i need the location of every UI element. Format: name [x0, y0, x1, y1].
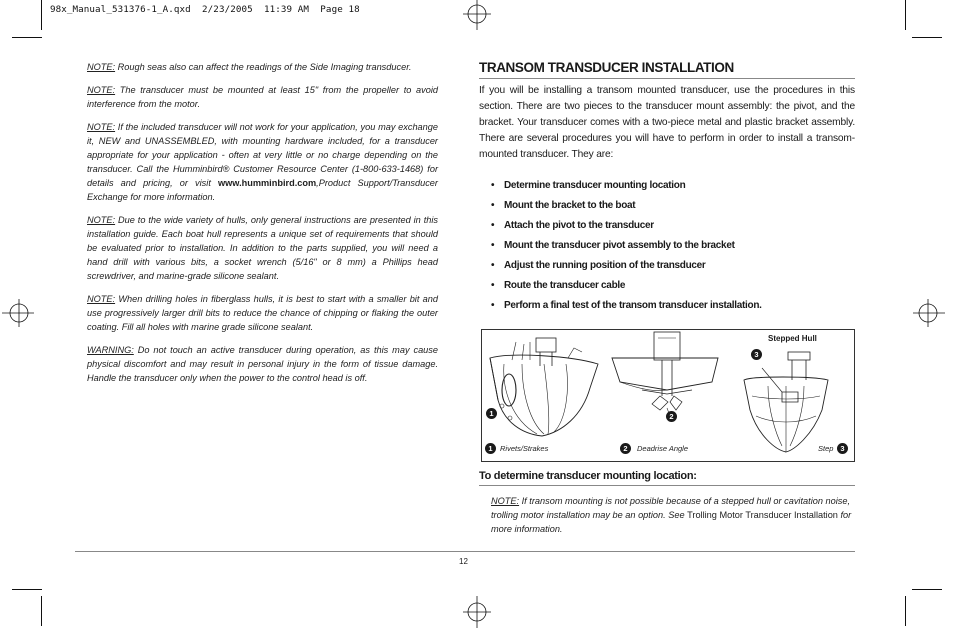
list-item	[491, 276, 855, 296]
note-text-tail: ,Product Support/Transducer Exchange for more information.	[87, 178, 438, 202]
note-label: NOTE:	[87, 122, 116, 132]
section-title: TRANSOM TRANSDUCER INSTALLATION	[479, 60, 855, 79]
crop-mark	[912, 589, 942, 590]
list-item-text: Determine transducer mounting location	[504, 180, 686, 191]
list-item	[491, 196, 855, 216]
note-label: NOTE:	[491, 496, 520, 506]
warning-paragraph	[87, 343, 438, 385]
note-label: NOTE:	[87, 85, 116, 95]
hull-rivets-illustration	[490, 338, 598, 436]
caption-marker-2-icon: 2	[620, 443, 631, 454]
bullet-icon: •	[491, 200, 495, 211]
caption-deadrise-angle: Deadrise Angle	[637, 444, 689, 453]
website-link[interactable]: www.humminbird.com	[217, 178, 317, 188]
crop-mark	[12, 37, 42, 38]
note-paragraph	[87, 60, 438, 74]
list-item-text: Attach the pivot to the transducer	[504, 220, 654, 231]
crop-mark	[905, 0, 906, 30]
marker-3-icon: 3	[751, 349, 762, 360]
bullet-icon: •	[491, 280, 495, 291]
list-item	[491, 176, 855, 196]
marker-1-icon: 1	[486, 408, 497, 419]
note-paragraph	[87, 292, 438, 334]
note-paragraph	[87, 120, 438, 204]
note-label: NOTE:	[87, 294, 116, 304]
note-label: NOTE:	[87, 215, 116, 225]
list-item-text: Mount the transducer pivot assembly to the bracket	[504, 240, 735, 251]
registration-mark-icon	[2, 296, 36, 330]
hull-types-figure	[481, 329, 855, 462]
bullet-icon: •	[491, 220, 495, 231]
bullet-icon: •	[491, 180, 495, 191]
crop-mark	[12, 589, 42, 590]
list-item-text: Mount the bracket to the boat	[504, 200, 636, 211]
list-item-text: Perform a final test of the transom transducer installation.	[504, 300, 762, 311]
cross-reference: Trolling Motor Transducer Installation	[687, 510, 838, 520]
bullet-icon: •	[491, 260, 495, 271]
page-number: 12	[459, 557, 468, 566]
list-item	[491, 216, 855, 236]
hull-deadrise-illustration	[612, 332, 718, 416]
caption-marker-3-icon: 3	[837, 443, 848, 454]
procedure-list	[491, 176, 855, 316]
list-item-text: Route the transducer cable	[504, 280, 626, 291]
stepped-hull-label: Stepped Hull	[768, 334, 817, 343]
crop-mark	[41, 596, 42, 626]
list-item	[491, 236, 855, 256]
registration-mark-icon	[911, 296, 945, 330]
subsection-note	[491, 494, 852, 536]
note-text: The transducer must be mounted at least 15" from the propeller to avoid interference from the motor.	[87, 85, 438, 109]
bullet-icon: •	[491, 240, 495, 251]
hull-stepped-illustration	[744, 352, 828, 452]
registration-mark-icon	[460, 594, 494, 628]
footer-divider	[75, 551, 855, 552]
crop-mark	[912, 37, 942, 38]
note-paragraph	[87, 83, 438, 111]
list-item	[491, 256, 855, 276]
bullet-icon: •	[491, 300, 495, 311]
notes-column	[87, 60, 438, 394]
note-text: When drilling holes in fiberglass hulls, it is best to start with a smaller bit and use progressively larger drill bits to reduce the chance of chipping or flaking the outer coating. Fill all holes with marine grade silicone sealant.	[87, 294, 438, 332]
caption-step: Step	[818, 444, 834, 453]
registration-mark-icon	[460, 0, 494, 34]
hull-illustrations	[482, 330, 854, 461]
list-item-text: Adjust the running position of the transducer	[504, 260, 706, 271]
note-text: Rough seas also can affect the readings of the Side Imaging transducer.	[115, 62, 412, 72]
crop-mark	[905, 596, 906, 626]
note-text: If the included transducer will not work for your application, you may exchange it, NEW and UNASSEMBLED, with mounting hardware included, for a transducer appropriate for your application - often at very little or no charge depending on the transducer. Call the Humminbird® Customer Resource Center (1-800-633-1468) for details and pricing, or visit	[87, 122, 438, 188]
warning-text: Do not touch an active transducer during operation, as this may cause physical discomfort and may result in personal injury in the form of tissue damage. Handle the transducer only when the power to the control head is off.	[87, 345, 438, 383]
note-paragraph	[87, 213, 438, 283]
note-text: Due to the wide variety of hulls, only general instructions are presented in this installation guide. Each boat hull represents a unique set of requirements that should be evaluated prior to installation. In addition to the parts supplied, you will need a hand drill with various bits, a socket wrench (5/16" or 8 mm) a Phillips head screwdriver, and marine-grade silicone sealant.	[87, 215, 438, 281]
marker-2-icon: 2	[666, 411, 677, 422]
list-item	[491, 296, 855, 316]
caption-rivets-strakes: Rivets/Strakes	[500, 444, 549, 453]
subsection-title: To determine transducer mounting location:	[479, 470, 855, 486]
crop-mark	[41, 0, 42, 30]
file-slug: 98x_Manual_531376-1_A.qxd 2/23/2005 11:39 AM Page 18	[50, 4, 360, 15]
section-intro: If you will be installing a transom mounted transducer, use the procedures in this section. There are two pieces to the transducer mount assembly: the pivot, and the bracket. Your transducer comes with a two-piece metal and plastic bracket assembly. There are several procedures you will have to perform in order to install a transom-mounted transducer. They are:	[479, 85, 855, 160]
caption-marker-1-icon: 1	[485, 443, 496, 454]
note-text: If transom mounting is not possible because of a stepped hull or cavitation noise, trolling motor installation may be an option. See	[491, 496, 851, 520]
installation-section	[479, 60, 855, 316]
note-label: NOTE:	[87, 62, 116, 72]
note-text-tail: for more information.	[491, 510, 852, 534]
warning-label: WARNING:	[87, 345, 134, 355]
